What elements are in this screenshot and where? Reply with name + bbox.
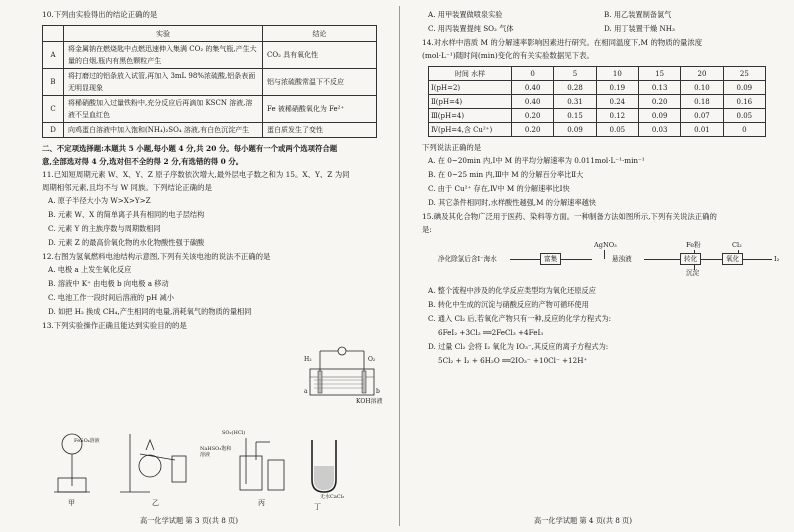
q15-option-d: D. 过量 Cl₂ 会将 I₂ 氧化为 IO₃⁻,其反应的离子方程式为:: [428, 342, 609, 351]
table-row: [43, 42, 377, 69]
q13-option-c: C. 用丙装置提纯 SO₂ 气体: [428, 24, 514, 33]
q13-options: [422, 8, 788, 36]
row-conclusion: 铝与浓硫酸常温下不反应: [263, 69, 377, 96]
table-cell: 0.20: [512, 123, 554, 137]
q14-option-d: D. 其它条件相同时,水样酸性越强,M 的分解速率越快: [428, 198, 597, 207]
table-row: [43, 69, 377, 96]
fig-feso4-label: FeSO₄溶液: [74, 438, 100, 444]
row-experiment: 向鸡蛋白溶液中加入饱和(NH₄)₂SO₄ 溶液,有白色沉淀产生: [64, 123, 263, 138]
table-cell: 0.10: [681, 81, 723, 95]
q13-stem: 13.下列实验操作正确且能达到实验目的的是: [42, 321, 187, 330]
table-cell: 0.01: [681, 123, 723, 137]
flow-box-enrich: 富集: [540, 253, 561, 265]
q12-option-a: A. 电极 a 上发生氧化反应: [48, 265, 132, 274]
q15-option-b: B. 转化中生成的沉淀与硝酸反应的产物可循环使用: [428, 300, 589, 309]
table-cell: 0.05: [596, 123, 638, 137]
row-label: D: [43, 123, 64, 138]
table-cell: Ⅳ(pH=4,含 Cu²⁺): [429, 123, 512, 137]
q13-option-a: A. 用甲装置做喷泉实验: [428, 10, 503, 19]
table-cell: 0.18: [681, 95, 723, 109]
flow-cl2: Cl₂: [732, 241, 742, 249]
q14-option-c: C. 由于 Cu²⁺ 存在,Ⅳ中 M 的分解速率比Ⅰ快: [428, 184, 570, 193]
table-cell: 0.20: [512, 109, 554, 123]
table-cell: 0.19: [596, 81, 638, 95]
q14-option-a: A. 在 0~20min 内,Ⅰ中 M 的平均分解速率为 0.011mol·L⁻¹·min⁻¹: [428, 156, 645, 165]
col-conclusion: 结论: [263, 26, 377, 42]
table-cell: 0.05: [723, 109, 765, 123]
q12-option-d: D. 如把 H₂ 换成 CH₄,产生相同的电量,消耗氧气的物质的量相同: [48, 307, 252, 316]
header-cell: 0: [512, 67, 554, 81]
table-row: [429, 109, 766, 123]
q15-option-d-equation: 5Cl₂ + I₂ + 6H₂O ══2IO₃⁻ +10Cl⁻ +12H⁺: [438, 356, 588, 365]
q10-stem: 10.下列由实验得出的结论正确的是: [42, 10, 158, 19]
fig-nahso3-label: NaHSO₃饱和溶液: [200, 446, 232, 458]
page-divider: [399, 6, 400, 526]
table-cell: 0.40: [512, 95, 554, 109]
q15-option-c: C. 通入 Cl₂ 后,若氧化产物只有一种,反应的化学方程式为:: [428, 314, 611, 323]
q12-option-b: B. 溶液中 K⁺ 由电极 b 向电极 a 移动: [48, 279, 169, 288]
q15-option-c-equation: 6FeI₂ +3Cl₂ ══2FeCl₃ +4FeI₃: [438, 328, 544, 337]
q14-option-b: B. 在 0~25 min 内,Ⅲ中 M 的分解百分率比Ⅱ大: [428, 170, 584, 179]
header-cell: 15: [638, 67, 680, 81]
q13-option-d: D. 用丁装置干燥 NH₃: [604, 24, 675, 33]
o2-label: O₂: [368, 356, 376, 363]
q11-option-a: A. 原子半径大小为 W>X>Y>Z: [48, 196, 151, 205]
table-cell: 0.31: [554, 95, 596, 109]
table-cell: 0.13: [638, 81, 680, 95]
q12-option-c: C. 电池工作一段时间后溶液的 pH 减小: [48, 293, 174, 302]
section-heading-cont: 意,全部选对得 4 分,选对但不全的得 2 分,有选错的得 0 分。: [42, 157, 244, 166]
q10-table: [42, 25, 377, 138]
q15-stem: 15.碘及其化合物广泛用于医药、染料等方面。一种制备方法如图所示,下列有关说法正确的: [422, 212, 717, 221]
flow-box-transform: 转化: [680, 253, 701, 265]
header-cell: 5: [554, 67, 596, 81]
table-cell: 0.28: [554, 81, 596, 95]
table-header-row: [43, 26, 377, 42]
table-row: [429, 123, 766, 137]
table-cell: 0: [723, 123, 765, 137]
table-cell: 0.03: [638, 123, 680, 137]
page-footer: 高一化学试题 第 4 页(共 8 页): [534, 516, 633, 525]
flow-start: 净化除氯后含I⁻海水: [438, 255, 497, 263]
col-experiment: 实验: [64, 26, 263, 42]
h2-label: H₂: [304, 356, 312, 363]
row-conclusion: 蛋白质发生了变性: [263, 123, 377, 138]
table-row: [429, 95, 766, 109]
table-header-row: [429, 67, 766, 81]
q14-table: [428, 66, 766, 137]
table-cell: 0.20: [638, 95, 680, 109]
q13-apparatus-figures: [50, 430, 350, 510]
page-footer: 高一化学试题 第 3 页(共 8 页): [140, 516, 239, 525]
table-cell: 0.07: [681, 109, 723, 123]
header-cell: 25: [723, 67, 765, 81]
flow-end: I₂: [774, 255, 780, 263]
fuel-cell-figure: [302, 345, 382, 407]
row-label: C: [43, 96, 64, 123]
q12-stem: 12.右图为氢氧燃料电池结构示意图,下列有关该电池的说法不正确的是: [42, 252, 271, 261]
table-cell: Ⅲ(pH=4): [429, 109, 512, 123]
q11-option-c: C. 元素 Y 的主族序数与周期数相同: [48, 224, 161, 233]
table-row: [43, 96, 377, 123]
table-cell: 0.09: [723, 81, 765, 95]
table-cell: 0.09: [554, 123, 596, 137]
electrode-b-label: b: [376, 388, 380, 395]
table-cell: Ⅰ(pH=2): [429, 81, 512, 95]
table-cell: 0.40: [512, 81, 554, 95]
table-cell: 0.09: [638, 109, 680, 123]
header-cell: 10: [596, 67, 638, 81]
table-cell: 0.12: [596, 109, 638, 123]
table-cell: 0.16: [723, 95, 765, 109]
section-heading: 二、不定项选择题:本题共 5 小题,每小题 4 分,共 20 分。每小题有一个或两个选项符合题: [42, 144, 338, 153]
flow-box-oxidize: 氧化: [722, 253, 743, 265]
row-experiment: 将稀硝酸加入过量铁粉中,充分反应后再滴加 KSCN 溶液,溶液不呈血红色: [64, 96, 263, 123]
q15-option-a: A. 整个流程中涉及的化学反应类型均为氧化还原反应: [428, 286, 596, 295]
row-conclusion: Fe 被稀硝酸氧化为 Fe²⁺: [263, 96, 377, 123]
koh-label: KOH溶液: [356, 398, 383, 405]
right-page: [404, 0, 794, 532]
q14-stem-cont: (mol·L⁻¹)随时间(min)变化的有关实验数据见下表。: [422, 51, 594, 60]
row-conclusion: CO₂ 具有氧化性: [263, 42, 377, 69]
table-cell: Ⅱ(pH=4): [429, 95, 512, 109]
electrode-a-label: a: [304, 388, 308, 395]
header-cell: 20: [681, 67, 723, 81]
header-cell: 时间 水样: [429, 67, 512, 81]
row-label: A: [43, 42, 64, 69]
q11-stem: 11.已知短周期元素 W、X、Y、Z 原子序数依次增大,最外层电子数之和为 15。X、Y、Z 为同: [42, 170, 350, 179]
table-cell: 0.24: [596, 95, 638, 109]
fig-label-yi: 乙: [152, 499, 159, 507]
q11-option-d: D. 元素 Z 的最高价氧化物的水化物酸性强于碳酸: [48, 238, 205, 247]
row-label: B: [43, 69, 64, 96]
flow-precipitate: 沉淀: [686, 269, 700, 277]
q13-option-b: B. 用乙装置制备氯气: [604, 10, 672, 19]
q15-stem-cont: 是:: [422, 225, 432, 234]
flow-agno3: AgNO₃: [594, 241, 617, 249]
fig-label-ding: 丁: [314, 503, 321, 511]
fig-cacl2-label: 无水CaCl₂: [320, 494, 345, 500]
table-row: [429, 81, 766, 95]
fig-so2-label: SO₂(HCl): [222, 430, 246, 436]
q11-option-b: B. 元素 W、X 的简单离子具有相同的电子层结构: [48, 210, 205, 219]
table-cell: 0.15: [554, 109, 596, 123]
table-row: [43, 123, 377, 138]
q14-prompt: 下列说法正确的是: [422, 143, 482, 152]
q14-stem: 14.对水样中溶质 M 的分解速率影响因素进行研究。在相同温度下,M 的物质的量浓度: [422, 38, 703, 47]
fig-label-jia: 甲: [68, 499, 75, 507]
left-page: [0, 0, 394, 532]
row-experiment: 将打磨过的铝条放入试管,再加入 3mL 98%浓硫酸,铝条表面无明显现象: [64, 69, 263, 96]
q11-stem-cont: 周期相邻元素,且均不与 W 同族。下列结论正确的是: [42, 183, 212, 192]
q15-flowchart: [422, 238, 788, 280]
row-experiment: 将金属钠在燃烧匙中点燃迅速伸入集满 CO₂ 的集气瓶,产生大量的白烟,瓶内有黑色颗粒产生: [64, 42, 263, 69]
flow-suspension: 悬浊液: [612, 255, 632, 263]
fig-label-bing: 丙: [258, 499, 265, 507]
flow-fe: Fe粉: [686, 241, 701, 249]
